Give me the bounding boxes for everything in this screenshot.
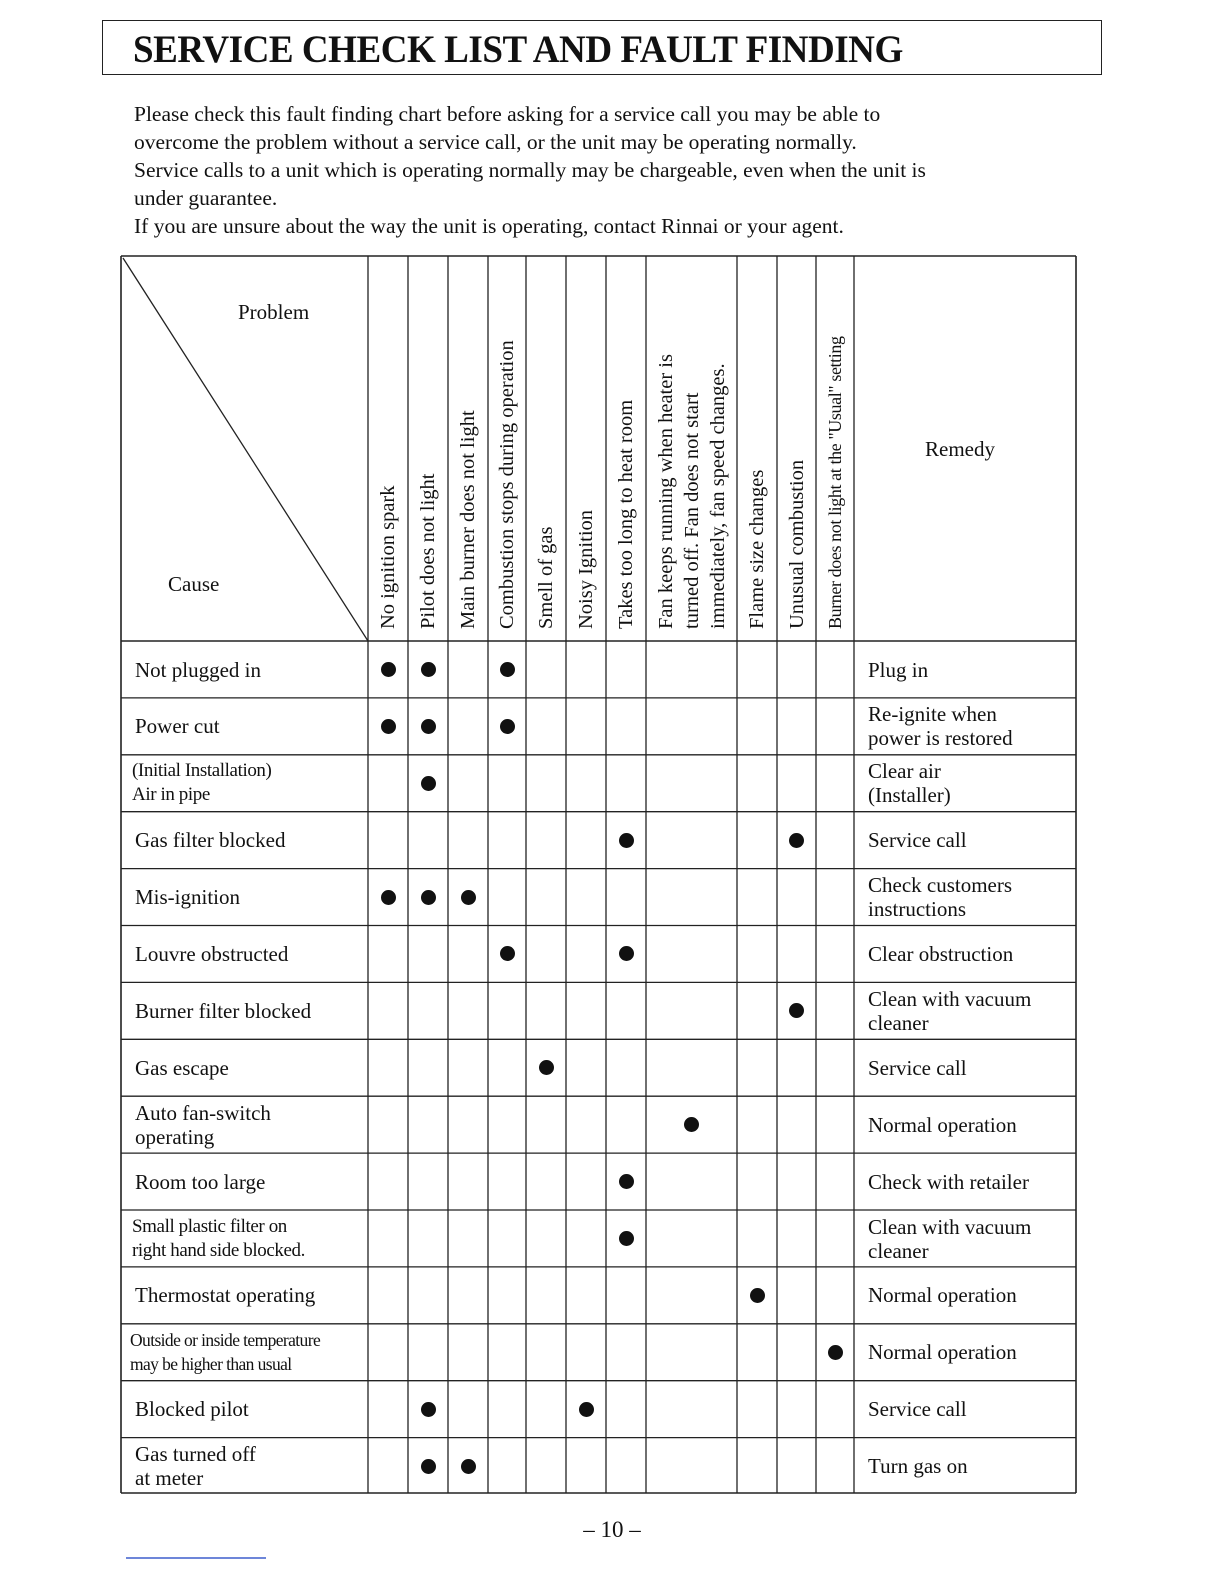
problem-column-header (408, 255, 448, 640)
problem-column-header (737, 255, 777, 640)
problem-label (744, 470, 770, 629)
check-dot (421, 1402, 436, 1417)
check-dot (381, 890, 396, 905)
remedy-cell: Service call (868, 1055, 967, 1080)
problem-header: Problem (238, 300, 310, 324)
problem-label-line: No ignition spark (377, 485, 399, 629)
problem-label (494, 340, 520, 629)
table-row (120, 755, 1077, 812)
check-dot (619, 833, 634, 848)
check-dot (789, 833, 804, 848)
remedy-cell: Normal operation (868, 1340, 1017, 1365)
check-dot (381, 719, 396, 734)
remedy-cell: Check customers instructions (868, 873, 1013, 922)
problem-column-header (816, 255, 854, 640)
problem-label (415, 474, 441, 629)
check-dot (539, 1060, 554, 1075)
table-row (120, 698, 1077, 755)
remedy-cell: Check with retailer (868, 1169, 1029, 1194)
remedy-cell: Clear air (Installer) (868, 759, 951, 808)
problem-label-line: Main burner does not light (457, 410, 479, 629)
cause-cell: (Initial Installation) Air in pipe (132, 760, 272, 806)
table-row (120, 869, 1077, 926)
cause-cell: Blocked pilot (135, 1397, 249, 1422)
check-dot (619, 946, 634, 961)
table-row (120, 1381, 1077, 1438)
problem-label (455, 410, 481, 629)
check-dot (421, 662, 436, 677)
check-dot (684, 1117, 699, 1132)
problem-label (784, 460, 810, 629)
remedy-cell: Clear obstruction (868, 942, 1014, 966)
remedy-header: Remedy (925, 437, 995, 461)
table-row (120, 982, 1077, 1039)
problem-column-header (526, 255, 566, 640)
check-dot (789, 1003, 804, 1018)
remedy-cell: Re-ignite when power is restored (868, 702, 1013, 751)
problem-label-line: turned off. Fan does not start (680, 392, 703, 629)
remedy-cell: Service call (868, 828, 967, 853)
cause-cell: Louvre obstructed (135, 942, 289, 966)
problem-column-header (368, 255, 408, 640)
problem-column-header (606, 255, 646, 640)
cause-cell: Not plugged in (135, 657, 261, 682)
remedy-cell: Plug in (868, 657, 929, 682)
footer-rule (126, 1557, 266, 1559)
intro-line: Please check this fault finding chart before asking for a service call you may be able to (134, 102, 881, 126)
check-dot (619, 1231, 634, 1246)
problem-label-line: Smell of gas (535, 526, 557, 629)
table-row (120, 1096, 1077, 1153)
page-number: – 10 – (583, 1517, 641, 1542)
check-dot (421, 776, 436, 791)
problem-label-line: Fan keeps running when heater is (654, 354, 677, 629)
problem-label-line: Takes too long to heat room (615, 399, 637, 629)
remedy-cell: Normal operation (868, 1283, 1017, 1308)
problem-label (573, 510, 599, 629)
problem-label (375, 486, 401, 630)
check-dot (750, 1288, 765, 1303)
cause-cell: Gas filter blocked (135, 828, 286, 853)
table-row (120, 812, 1077, 869)
page-title: SERVICE CHECK LIST AND FAULT FINDING (133, 28, 903, 71)
table-row (120, 926, 1077, 983)
problem-column-header (488, 255, 526, 640)
remedy-cell: Normal operation (868, 1112, 1017, 1137)
intro-line: If you are unsure about the way the unit is operating, contact Rinnai or your agent. (134, 214, 844, 238)
check-dot (500, 946, 515, 961)
check-dot (500, 719, 515, 734)
problem-label (653, 354, 731, 629)
check-dot (500, 662, 515, 677)
problem-label-line: immediately, fan speed changes. (706, 363, 729, 629)
check-dot (421, 890, 436, 905)
cause-cell: Thermostat operating (135, 1283, 316, 1308)
table-row (120, 1039, 1077, 1096)
check-dot (421, 719, 436, 734)
table-row (120, 1324, 1077, 1381)
cause-cell: Mis-ignition (135, 885, 241, 910)
check-dot (461, 1459, 476, 1474)
cause-cell: Small plastic filter on right hand side blocked. (132, 1215, 305, 1261)
check-dot (579, 1402, 594, 1417)
table-row (120, 1267, 1077, 1324)
problem-column-header (646, 255, 737, 640)
cause-cell: Room too large (135, 1169, 266, 1194)
cause-cell: Gas escape (135, 1055, 229, 1080)
check-dot (619, 1174, 634, 1189)
problem-label-line: Combustion stops during operation (496, 340, 518, 629)
intro-line: Service calls to a unit which is operating normally may be chargeable, even when the unit is (134, 158, 926, 182)
problem-column-header (566, 255, 606, 640)
table-row (120, 1153, 1077, 1210)
check-dot (828, 1345, 843, 1360)
cause-header: Cause (168, 572, 220, 596)
remedy-cell: Service call (868, 1397, 967, 1422)
title-box (102, 20, 1102, 75)
cause-cell: Auto fan-switch operating (135, 1100, 271, 1149)
table-row (120, 641, 1077, 698)
problem-label-line: Pilot does not light (417, 473, 439, 629)
remedy-cell: Clean with vacuum cleaner (868, 1214, 1032, 1263)
problem-label (533, 527, 559, 630)
cause-cell: Gas turned off at meter (135, 1442, 256, 1491)
check-dot (461, 890, 476, 905)
problem-label (613, 400, 639, 629)
problem-label-line: Noisy Ignition (575, 509, 597, 629)
problem-column-header (448, 255, 488, 640)
remedy-cell: Clean with vacuum cleaner (868, 986, 1032, 1035)
problem-column-header (777, 255, 816, 640)
fault-finding-table (120, 255, 1077, 1494)
cause-cell: Burner filter blocked (135, 998, 312, 1023)
intro-text (134, 100, 1124, 240)
problem-label-line: Unusual combustion (785, 459, 808, 629)
intro-line: under guarantee. (134, 186, 278, 210)
remedy-cell: Turn gas on (868, 1454, 968, 1479)
table-row (120, 1210, 1077, 1267)
table-row (120, 1438, 1077, 1495)
problem-label-line: Burner does not light at the "Usual" setting (825, 336, 845, 629)
check-dot (381, 662, 396, 677)
cause-cell: Outside or inside temperature may be higher than usual (130, 1330, 321, 1375)
problem-label (822, 336, 848, 629)
cause-cell: Power cut (135, 714, 220, 739)
intro-line: overcome the problem without a service call, or the unit may be operating normally. (134, 130, 857, 154)
problem-label-line: Flame size changes (746, 469, 768, 629)
check-dot (421, 1459, 436, 1474)
